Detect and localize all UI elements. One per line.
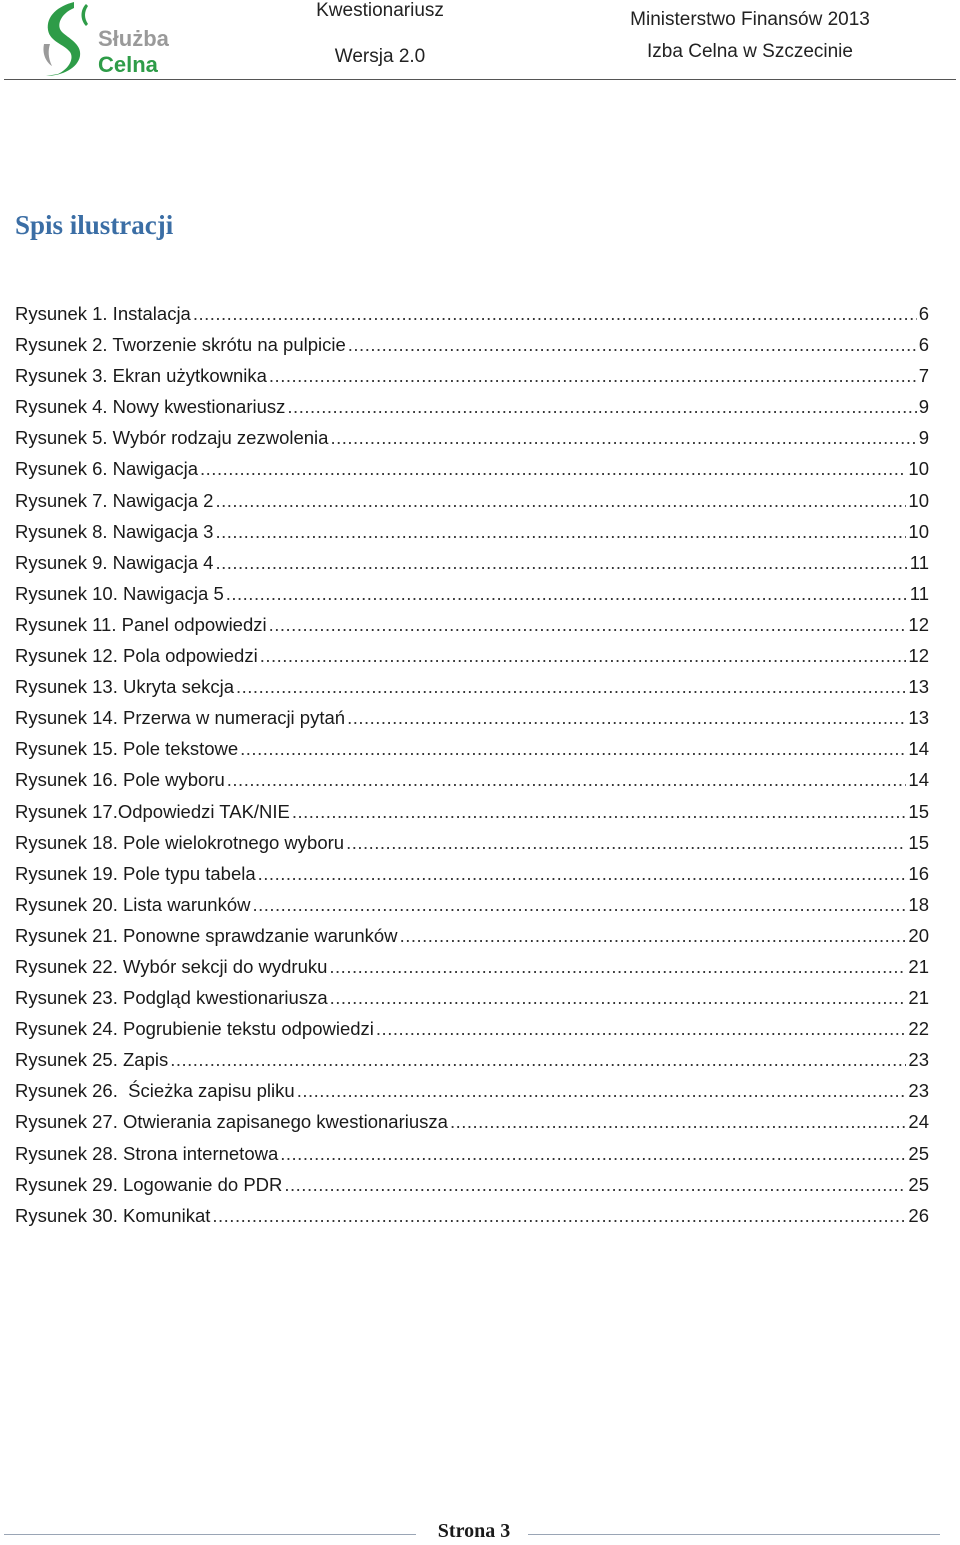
document-title: Kwestionariusz <box>316 0 444 21</box>
toc-entry-label: Rysunek 15. Pole tekstowe <box>15 738 239 760</box>
toc-entry[interactable] <box>15 827 929 858</box>
toc-entry-page: 25 <box>908 1142 929 1164</box>
toc-dot-leader <box>450 1106 906 1137</box>
toc-title: Spis ilustracji <box>15 210 174 240</box>
toc-dot-leader <box>287 391 916 422</box>
toc-entry-page: 15 <box>908 831 929 853</box>
toc-entry-label: Rysunek 9. Nawigacja 4 <box>15 551 214 573</box>
toc-entry[interactable] <box>15 578 929 609</box>
toc-entry-page: 12 <box>908 645 929 667</box>
toc-entry-page: 15 <box>908 800 929 822</box>
toc-entry[interactable] <box>15 1013 929 1044</box>
toc-dot-leader <box>347 702 906 733</box>
toc-entry[interactable] <box>15 671 929 702</box>
toc-entry-label: Rysunek 30. Komunikat <box>15 1204 211 1226</box>
toc-entry-label: Rysunek 14. Przerwa w numeracji pytań <box>15 707 346 729</box>
footer-divider-left <box>4 1534 416 1535</box>
toc-entry-label: Rysunek 12. Pola odpowiedzi <box>15 645 258 667</box>
toc-dot-leader <box>330 982 907 1013</box>
toc-dot-leader <box>330 422 916 453</box>
toc-entry[interactable] <box>15 485 929 516</box>
toc-entry-page: 12 <box>908 613 929 635</box>
toc-entry-label: Rysunek 27. Otwierania zapisanego kwestionariusza <box>15 1111 448 1133</box>
toc-entry-page: 25 <box>908 1173 929 1195</box>
toc-entry-page: 10 <box>908 458 929 480</box>
ministry-name: Ministerstwo Finansów 2013 <box>630 9 870 30</box>
toc-entry-page: 20 <box>908 924 929 946</box>
header-divider <box>4 79 956 80</box>
toc-entry-page: 26 <box>908 1204 929 1226</box>
toc-dot-leader <box>215 485 906 516</box>
toc-entry[interactable] <box>15 422 929 453</box>
toc-dot-leader <box>400 920 907 951</box>
toc-dot-leader <box>170 1044 906 1075</box>
page-footer <box>0 1515 960 1545</box>
page-number: Strona 3 <box>437 1520 511 1542</box>
toc-entry-label: Rysunek 2. Tworzenie skrótu na pulpicie <box>15 334 346 356</box>
toc-entry[interactable] <box>15 1075 929 1106</box>
toc-entry-label: Rysunek 3. Ekran użytkownika <box>15 365 267 387</box>
toc-entry[interactable] <box>15 640 929 671</box>
footer-divider-right <box>528 1534 940 1535</box>
toc-entry[interactable] <box>15 516 929 547</box>
toc-entry-page: 24 <box>908 1111 929 1133</box>
toc-dot-leader <box>227 764 907 795</box>
toc-entry[interactable] <box>15 360 929 391</box>
logo-word-celna: Celna <box>98 52 158 77</box>
toc-entry[interactable] <box>15 609 929 640</box>
toc-entry-page: 14 <box>908 769 929 791</box>
toc-entry-page: 9 <box>918 396 929 418</box>
toc-entry-label: Rysunek 29. Logowanie do PDR <box>15 1173 283 1195</box>
toc-dot-leader <box>269 360 917 391</box>
toc-dot-leader <box>292 796 907 827</box>
toc-entry-page: 11 <box>909 582 929 604</box>
toc-dot-leader <box>346 827 906 858</box>
toc-dot-leader <box>252 889 906 920</box>
toc-entry[interactable] <box>15 796 929 827</box>
toc-entry-page: 21 <box>908 987 929 1009</box>
toc-entry-page: 18 <box>908 893 929 915</box>
toc-entry-page: 11 <box>909 551 929 573</box>
logo-word-sluzba: Służba <box>98 26 169 51</box>
toc-entry[interactable] <box>15 951 929 982</box>
toc-dot-leader <box>226 578 908 609</box>
toc-entry[interactable] <box>15 329 929 360</box>
toc-entry-page: 23 <box>908 1080 929 1102</box>
toc-entry-label: Rysunek 22. Wybór sekcji do wydruku <box>15 955 328 977</box>
toc-entry-page: 6 <box>918 303 929 324</box>
toc-entry-label: Rysunek 24. Pogrubienie tekstu odpowiedzi <box>15 1018 374 1040</box>
toc-entry[interactable] <box>15 1044 929 1075</box>
toc-entry-page: 21 <box>908 955 929 977</box>
toc-entry[interactable] <box>15 453 929 484</box>
toc-entry-page: 22 <box>908 1018 929 1040</box>
toc-entry-label: Rysunek 28. Strona internetowa <box>15 1142 279 1164</box>
toc-dot-leader <box>212 1200 906 1231</box>
toc-entry-label: Rysunek 6. Nawigacja <box>15 458 199 480</box>
toc-entry-label: Rysunek 21. Ponowne sprawdzanie warunków <box>15 924 398 946</box>
toc-entry[interactable] <box>15 982 929 1013</box>
toc-entry[interactable] <box>15 1138 929 1169</box>
toc-entry-label: Rysunek 5. Wybór rodzaju zezwolenia <box>15 427 329 449</box>
toc-dot-leader <box>348 329 917 360</box>
toc-entry-label: Rysunek 19. Pole typu tabela <box>15 862 256 884</box>
toc-entry[interactable] <box>15 1106 929 1137</box>
toc-entry-label: Rysunek 23. Podgląd kwestionariusza <box>15 987 328 1009</box>
toc-dot-leader <box>240 733 906 764</box>
toc-entry-label: Rysunek 26. Ścieżka zapisu pliku <box>15 1080 295 1102</box>
toc-dot-leader <box>215 516 906 547</box>
toc-entry-label: Rysunek 8. Nawigacja 3 <box>15 520 214 542</box>
toc-dot-leader <box>376 1013 907 1044</box>
toc-entry[interactable] <box>15 858 929 889</box>
toc-entry-page: 10 <box>908 489 929 511</box>
toc-dot-leader <box>258 858 907 889</box>
toc-entry-label: Rysunek 17.Odpowiedzi TAK/NIE <box>15 800 290 822</box>
toc-entry[interactable] <box>15 920 929 951</box>
table-of-figures <box>15 298 929 1231</box>
toc-dot-leader <box>260 640 907 671</box>
toc-entry[interactable] <box>15 391 929 422</box>
toc-entry[interactable] <box>15 1169 929 1200</box>
toc-entry-page: 14 <box>908 738 929 760</box>
toc-dot-leader <box>280 1138 906 1169</box>
toc-dot-leader <box>193 298 917 329</box>
logo-s-emblem-icon <box>40 0 100 78</box>
toc-entry-label: Rysunek 7. Nawigacja 2 <box>15 489 214 511</box>
toc-entry-label: Rysunek 16. Pole wyboru <box>15 769 225 791</box>
toc-dot-leader <box>200 453 906 484</box>
toc-entry-label: Rysunek 18. Pole wielokrotnego wyboru <box>15 831 345 853</box>
toc-entry-page: 13 <box>908 707 929 729</box>
toc-entry[interactable] <box>15 764 929 795</box>
toc-dot-leader <box>329 951 906 982</box>
toc-entry-label: Rysunek 25. Zapis <box>15 1049 169 1071</box>
sluzba-celna-logo <box>40 0 190 78</box>
toc-entry[interactable] <box>15 889 929 920</box>
toc-dot-leader <box>297 1075 907 1106</box>
toc-entry-page: 7 <box>918 365 929 387</box>
toc-entry-label: Rysunek 10. Nawigacja 5 <box>15 582 224 604</box>
toc-entry-page: 9 <box>918 427 929 449</box>
toc-dot-leader <box>215 547 907 578</box>
toc-entry-label: Rysunek 13. Ukryta sekcja <box>15 676 235 698</box>
toc-dot-leader <box>269 609 907 640</box>
toc-entry-label: Rysunek 1. Instalacja <box>15 303 191 324</box>
toc-entry[interactable] <box>15 733 929 764</box>
toc-entry[interactable] <box>15 1200 929 1231</box>
toc-entry-label: Rysunek 20. Lista warunków <box>15 893 251 915</box>
toc-entry-page: 10 <box>908 520 929 542</box>
toc-entry-page: 23 <box>908 1049 929 1071</box>
office-name: Izba Celna w Szczecinie <box>647 41 853 62</box>
toc-entry-label: Rysunek 4. Nowy kwestionariusz <box>15 396 286 418</box>
toc-entry-page: 13 <box>908 676 929 698</box>
toc-dot-leader <box>284 1169 906 1200</box>
toc-dot-leader <box>236 671 906 702</box>
toc-entry[interactable] <box>15 298 929 329</box>
toc-entry[interactable] <box>15 702 929 733</box>
page-header <box>0 0 960 82</box>
document-version: Wersja 2.0 <box>334 46 426 67</box>
toc-entry-page: 6 <box>918 334 929 356</box>
toc-entry-page: 16 <box>908 862 929 884</box>
toc-entry-label: Rysunek 11. Panel odpowiedzi <box>15 613 267 635</box>
toc-entry[interactable] <box>15 547 929 578</box>
